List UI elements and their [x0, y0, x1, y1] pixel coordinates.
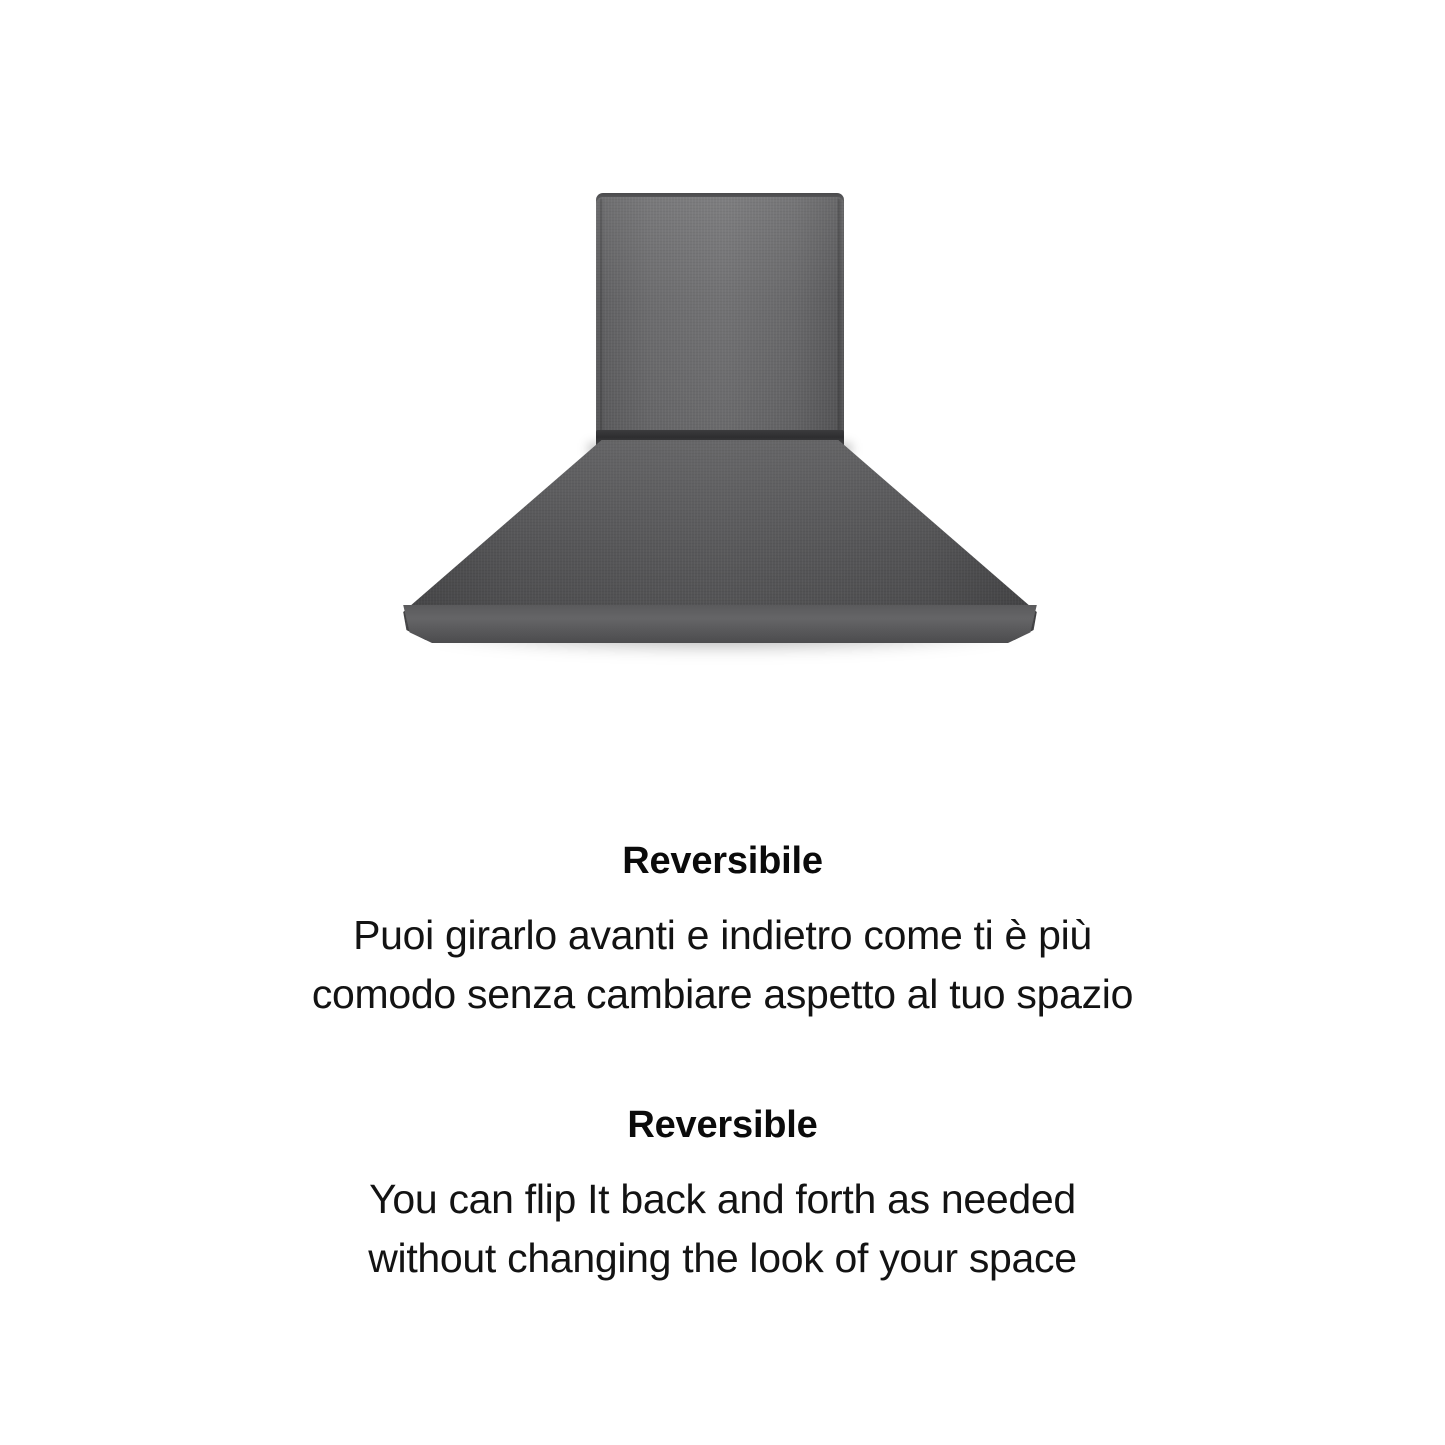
feature-description-italian-line-2: comodo senza cambiare aspetto al tuo spazio — [311, 970, 1134, 1017]
feature-title-english: Reversible — [627, 1104, 818, 1147]
feature-description-english — [0, 1150, 1445, 1289]
feature-title-italian: Reversibile — [622, 840, 823, 882]
cushion-backrest — [596, 197, 844, 455]
feature-description-italian — [0, 886, 1445, 1025]
seat-front-edge — [400, 605, 1040, 643]
feature-description-english-line-2: without changing the look of your space — [368, 1235, 1077, 1282]
backrest-left-seam — [600, 199, 602, 453]
feature-section-italian — [0, 800, 1445, 1024]
feature-section-english — [0, 1024, 1445, 1288]
feature-description-italian-line-1: Puoi girarlo avanti e indietro come ti è più — [353, 911, 1092, 958]
backrest-right-seam — [838, 199, 840, 453]
feature-text-block — [0, 800, 1445, 1289]
feature-description-english-line-1: You can flip It back and forth as needed — [369, 1175, 1076, 1222]
backrest-fabric-texture — [596, 197, 844, 455]
reversible-chair-cushion-image — [400, 175, 1040, 675]
